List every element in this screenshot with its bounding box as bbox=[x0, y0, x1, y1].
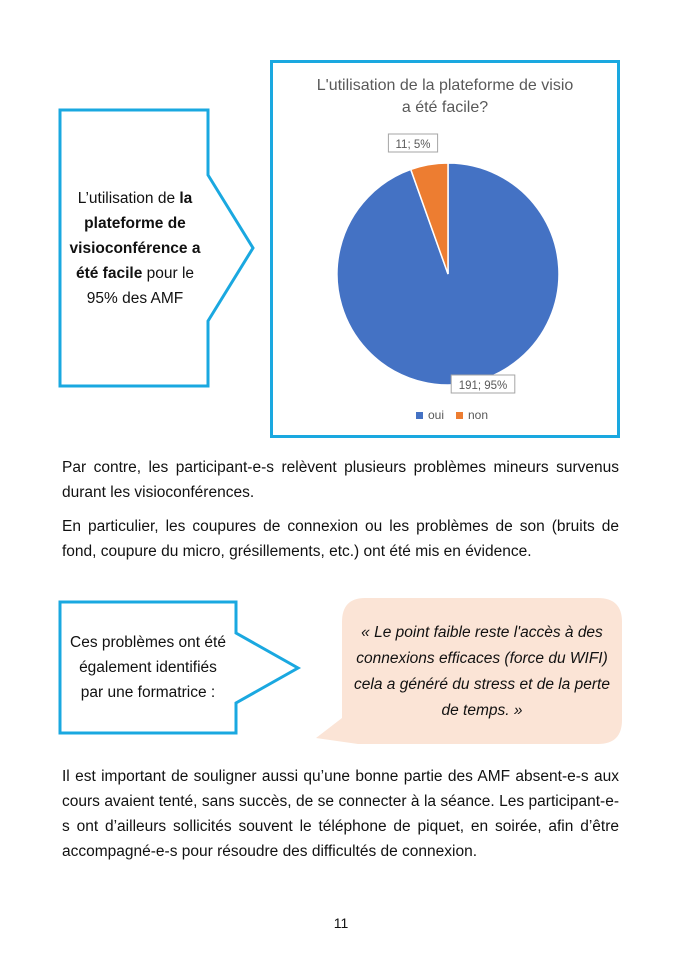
paragraph-2: En particulier, les coupures de connexion ou les problèmes de son (bruits de fond, coupure du micro, grésillements, etc.) ont été mis en évidence. bbox=[62, 518, 619, 560]
svg-text:oui: oui bbox=[428, 408, 445, 422]
svg-text:11; 5%: 11; 5% bbox=[395, 139, 431, 151]
callout-1-post: pour le 95% des AMF bbox=[86, 265, 195, 307]
chart-title: L'utilisation de la plateforme de visio a été facile? bbox=[316, 77, 574, 116]
pie-chart-frame bbox=[270, 60, 620, 438]
quote-text: « Le point faible reste l'accès à des connexions efficaces (force du WIFI) cela a généré du stress et de la perte de temps. » bbox=[354, 624, 610, 719]
callout-1-bold: la plateforme de visioconférence a été facile bbox=[69, 190, 201, 282]
callout-2-text: Ces problèmes ont été également identifiés par une formatrice : bbox=[70, 634, 226, 701]
legend-item-oui bbox=[416, 408, 444, 422]
data-label-non bbox=[388, 134, 437, 152]
paragraph-1: Par contre, les participant-e-s relèvent plusieurs problèmes mineurs survenus durant les visioconférences. bbox=[62, 459, 619, 501]
callout-1-text bbox=[68, 186, 202, 311]
callout-1-pre: L’utilisation de bbox=[77, 190, 180, 207]
data-label-oui bbox=[451, 375, 515, 393]
paragraph-3: Il est important de souligner aussi qu’une bonne partie des AMF absent-e-s aux cours avaient tenté, sans succès, de se connecter à la séance. Les participant-e-s ont d’ailleurs sollicités souvent le téléphone de piquet, en soirée, afin d’être accompagné-e-s pour résoudre des difficultés de connexion. bbox=[62, 768, 619, 860]
legend-item-non bbox=[456, 408, 488, 422]
page-number: 11 bbox=[333, 915, 349, 931]
svg-text:191; 95%: 191; 95% bbox=[458, 380, 508, 392]
pie-chart bbox=[273, 63, 617, 435]
svg-text:non: non bbox=[468, 408, 489, 422]
